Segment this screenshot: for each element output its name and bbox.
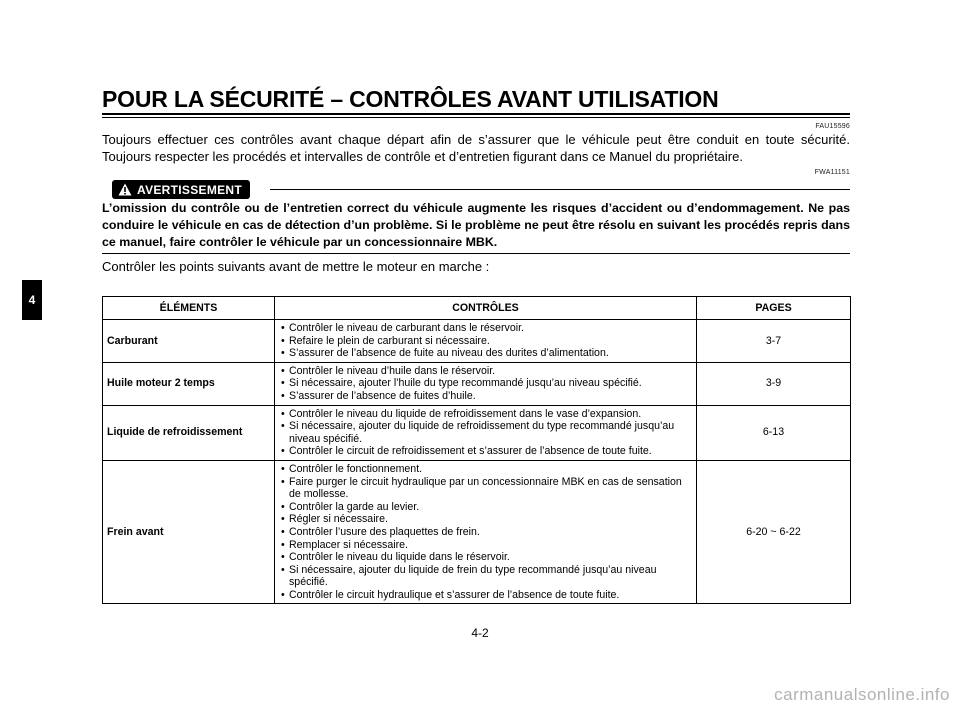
row-checks [275,460,697,604]
intro-paragraph: Toujours effectuer ces contrôles avant chaque départ afin de s’assurer que le véhicule peut être conduit en toute sécurité. Toujours respecter les procédés et intervalles de contrôle et d’entretien figurant dans ce Manuel du propriétaire. [102,132,850,164]
row-checks [275,362,697,405]
warning-rule [270,189,850,190]
check-item: • S’assurer de l’absence de fuite au niveau des durites d’alimentation. [279,347,692,360]
check-item: • Contrôler le niveau du liquide de refroidissement dans le vase d’expansion. [279,408,692,421]
header-checks: CONTRÔLES [275,297,697,320]
check-item: • Si nécessaire, ajouter du liquide de frein du type recommandé jusqu’au niveau spécifié. [279,564,692,589]
table-row [103,460,851,604]
chapter-tab: 4 [22,280,42,320]
page-number: 4-2 [471,626,489,640]
check-item: • Faire purger le circuit hydraulique par un concessionnaire MBK en cas de sensation de mollesse. [279,476,692,501]
table-row [103,320,851,363]
title-rule-thick [102,113,850,115]
warning-text: L’omission du contrôle ou de l’entretien correct du véhicule augmente les risques d’accident ou d’endommagement. Ne pas conduire le véhicule en cas de détection d’un problème. Si le problème ne peut être résolu en suivant les procédés repris dans ce manuel, faire contrôler le véhicule par un concessionnaire MBK. [102,201,850,249]
check-item: • Refaire le plein de carburant si nécessaire. [279,335,692,348]
reference-code-warning: FWA11151 [814,169,850,176]
row-element: Frein avant [103,460,275,604]
check-item: • Si nécessaire, ajouter du liquide de refroidissement du type recommandé jusqu’au niveau spécifié. [279,420,692,445]
check-item: • S’assurer de l’absence de fuites d’huile. [279,390,692,403]
row-element: Carburant [103,320,275,363]
header-pages: PAGES [697,297,851,320]
watermark: carmanualsonline.info [774,685,950,704]
warning-bottom-rule [102,253,850,254]
check-item: • Contrôler la garde au levier. [279,501,692,514]
check-item: • Contrôler le circuit de refroidissement et s’assurer de l’absence de toute fuite. [279,445,692,458]
checks-table [102,296,851,604]
warning-triangle-icon [118,183,132,196]
row-pages: 3-7 [697,320,851,363]
row-element: Huile moteur 2 temps [103,362,275,405]
check-item: • Remplacer si nécessaire. [279,539,692,552]
row-checks [275,320,697,363]
table-row [103,405,851,460]
row-pages: 6-20 ~ 6-22 [697,460,851,604]
header-elements: ÉLÉMENTS [103,297,275,320]
check-item: • Contrôler le niveau de carburant dans le réservoir. [279,322,692,335]
row-pages: 3-9 [697,362,851,405]
check-item: • Si nécessaire, ajouter l’huile du type recommandé jusqu’au niveau spécifié. [279,377,692,390]
check-item: • Contrôler l’usure des plaquettes de frein. [279,526,692,539]
page-title: POUR LA SÉCURITÉ – CONTRÔLES AVANT UTILISATION [102,86,719,112]
check-item: • Contrôler le fonctionnement. [279,463,692,476]
warning-badge [112,180,250,199]
title-rule-thin [102,117,850,118]
reference-code-intro: FAU15596 [815,123,850,130]
table-header-row [103,297,851,320]
row-element: Liquide de refroidissement [103,405,275,460]
check-item: • Contrôler le niveau du liquide dans le réservoir. [279,551,692,564]
row-pages: 6-13 [697,405,851,460]
check-item: • Contrôler le circuit hydraulique et s’assurer de l’absence de toute fuite. [279,589,692,602]
check-item: • Régler si nécessaire. [279,513,692,526]
row-checks [275,405,697,460]
warning-label: AVERTISSEMENT [137,182,243,197]
lead-sentence: Contrôler les points suivants avant de mettre le moteur en marche : [102,259,490,274]
check-item: • Contrôler le niveau d’huile dans le réservoir. [279,365,692,378]
table-row [103,362,851,405]
